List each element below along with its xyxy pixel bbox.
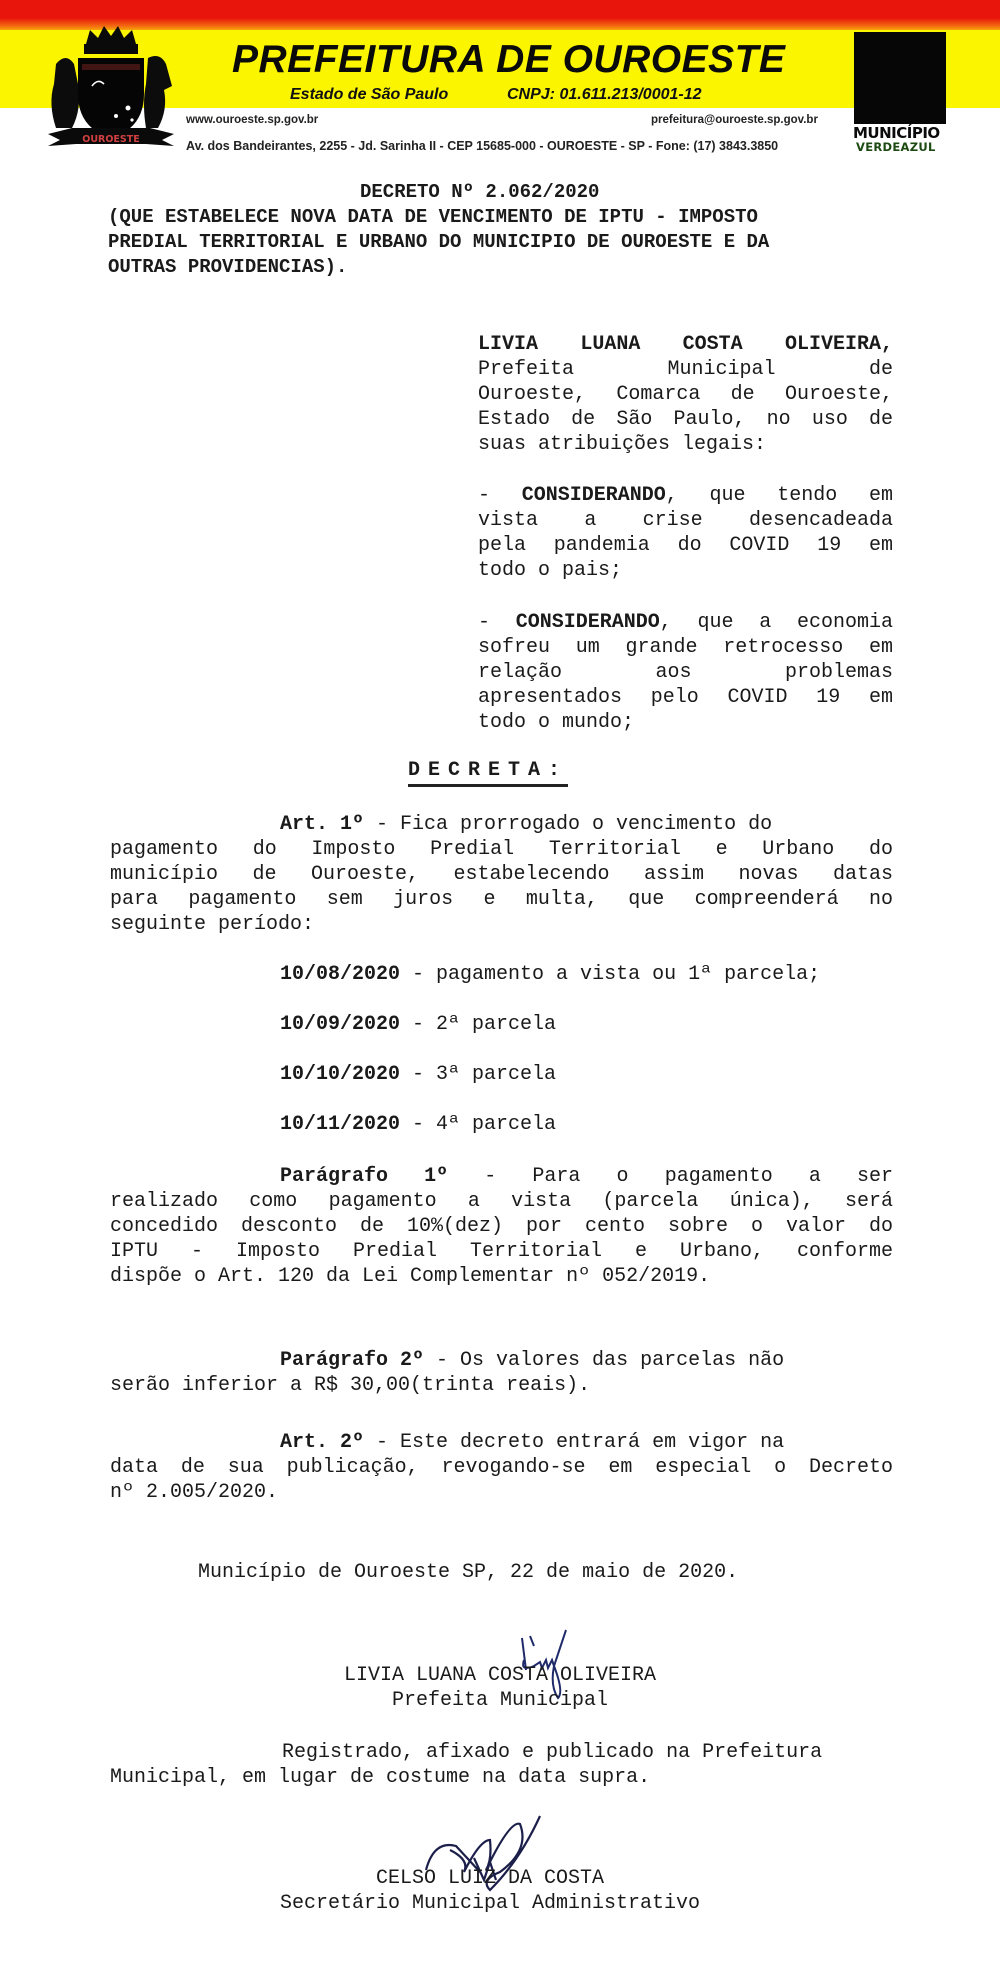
art2-line: nº 2.005/2020. — [110, 1481, 279, 1504]
art2-line: data de sua publicação, revogando-se em especial o Decreto — [110, 1456, 893, 1479]
art2-label: Art. 2º — [280, 1431, 365, 1454]
considerando-label: CONSIDERANDO — [521, 484, 666, 507]
decree-number: DECRETO Nº 2.062/2020 — [360, 181, 600, 203]
art2-first-line — [280, 1430, 784, 1455]
art1-line: para pagamento sem juros e multa, que compreenderá no — [110, 888, 893, 911]
municipio-verdeazul-logo-icon — [854, 32, 946, 124]
signatory-2-name: CELSO LUIZ DA COSTA — [375, 1867, 605, 1890]
signatory-1-role: Prefeita Municipal — [391, 1689, 609, 1712]
considerando-2-first-line: - CONSIDERANDO, que a economia — [478, 611, 893, 634]
installment-date: 10/09/2020 — [280, 1013, 401, 1036]
badge-line-2: VERDEAZUL — [856, 140, 936, 154]
decreta-heading: DECRETA: — [408, 760, 568, 787]
par1-text: - Para o pagamento a ser — [448, 1165, 893, 1188]
installment-text: - 4ª parcela — [400, 1113, 557, 1136]
installment-row — [280, 1062, 556, 1087]
installment-row — [280, 1112, 556, 1137]
considerando-line: apresentados pelo COVID 19 em — [478, 686, 893, 709]
installment-date: 10/10/2020 — [280, 1063, 401, 1086]
header-title: PREFEITURA DE OUROESTE — [232, 38, 786, 81]
art1-line: município de Ouroeste, estabelecendo assim novas datas — [110, 863, 893, 886]
registration-line-2: Municipal, em lugar de costume na data supra. — [110, 1766, 651, 1789]
considerando-line: pela pandemia do COVID 19 em — [478, 534, 893, 557]
badge-line-1: MUNICÍPIO — [853, 124, 940, 142]
registration-line-1: Registrado, afixado e publicado na Prefeitura — [282, 1741, 823, 1764]
art1-line: seguinte período: — [110, 913, 315, 936]
crest-label: OUROESTE — [82, 134, 140, 145]
preamble-line: Prefeita Municipal de — [478, 358, 893, 381]
decree-subject-line: PREDIAL TERRITORIAL E URBANO DO MUNICIPIO DE OUROESTE E DA — [108, 231, 770, 253]
considerando-line: sofreu um grande retrocesso em — [478, 636, 893, 659]
signatory-2-role: Secretário Municipal Administrativo — [279, 1892, 701, 1915]
par2-text: - Os valores das parcelas não — [424, 1349, 785, 1372]
place-date: Município de Ouroeste SP, 22 de maio de 2020. — [198, 1561, 739, 1584]
par1-first-line — [280, 1164, 893, 1189]
preamble-name: LIVIA LUANA COSTA OLIVEIRA, — [478, 333, 893, 356]
considerando-text: , que tendo em — [665, 484, 893, 507]
installment-text: - pagamento a vista ou 1ª parcela; — [400, 963, 821, 986]
decree-subject-line: (QUE ESTABELECE NOVA DATA DE VENCIMENTO DE IPTU - IMPOSTO — [108, 206, 758, 228]
signatory-1-name: LIVIA LUANA COSTA OLIVEIRA — [343, 1664, 657, 1687]
coat-of-arms-icon — [42, 24, 180, 156]
art1-line: pagamento do Imposto Predial Territorial e Urbano do — [110, 838, 893, 861]
installment-text: - 3ª parcela — [400, 1063, 557, 1086]
decree-subject-line: OUTRAS PROVIDENCIAS). — [108, 256, 348, 278]
installment-date: 10/08/2020 — [280, 963, 401, 986]
considerando-label: CONSIDERANDO — [515, 611, 660, 634]
considerando-1-first-line: - CONSIDERANDO, que tendo em — [478, 484, 893, 507]
header-address: Av. dos Bandeirantes, 2255 - Jd. Sarinha II - CEP 15685-000 - OUROESTE - SP - Fone: (17) 3843.3850 — [186, 139, 779, 153]
considerando-line: vista a crise desencadeada — [478, 509, 893, 532]
par1-line: IPTU - Imposto Predial Territorial e Urbano, conforme — [110, 1240, 893, 1263]
header-email-link[interactable]: prefeitura@ouroeste.sp.gov.br — [651, 114, 818, 126]
preamble-line: Estado de São Paulo, no uso de — [478, 408, 893, 431]
par2-label: Parágrafo 2º — [280, 1349, 425, 1372]
header-website-link[interactable]: www.ouroeste.sp.gov.br — [186, 114, 319, 126]
par1-line: dispõe o Art. 120 da Lei Complementar nº 052/2019. — [110, 1265, 711, 1288]
art2-text: - Este decreto entrará em vigor na — [364, 1431, 785, 1454]
par2-first-line — [280, 1348, 784, 1373]
header-state: Estado de São Paulo — [290, 86, 449, 103]
art1-label: Art. 1º — [280, 813, 365, 836]
considerando-line: todo o pais; — [478, 559, 623, 582]
considerando-line: relação aos problemas — [478, 661, 893, 684]
preamble-line: Ouroeste, Comarca de Ouroeste, — [478, 383, 893, 406]
par1-line: realizado como pagamento a vista (parcela única), será — [110, 1190, 893, 1213]
preamble-line: suas atribuições legais: — [478, 433, 767, 456]
par2-line: serão inferior a R$ 30,00(trinta reais). — [110, 1374, 591, 1397]
art1-text: - Fica prorrogado o vencimento do — [364, 813, 773, 836]
considerando-text: , que a economia — [659, 611, 893, 634]
art1-first-line — [280, 812, 772, 837]
installment-row — [280, 962, 820, 987]
par1-label: Parágrafo 1º — [280, 1165, 449, 1188]
installment-date: 10/11/2020 — [280, 1113, 401, 1136]
considerando-line: todo o mundo; — [478, 711, 635, 734]
installment-text: - 2ª parcela — [400, 1013, 557, 1036]
header-cnpj: CNPJ: 01.611.213/0001-12 — [507, 86, 702, 103]
installment-row — [280, 1012, 556, 1037]
par1-line: concedido desconto de 10%(dez) por cento sobre o valor do — [110, 1215, 893, 1238]
